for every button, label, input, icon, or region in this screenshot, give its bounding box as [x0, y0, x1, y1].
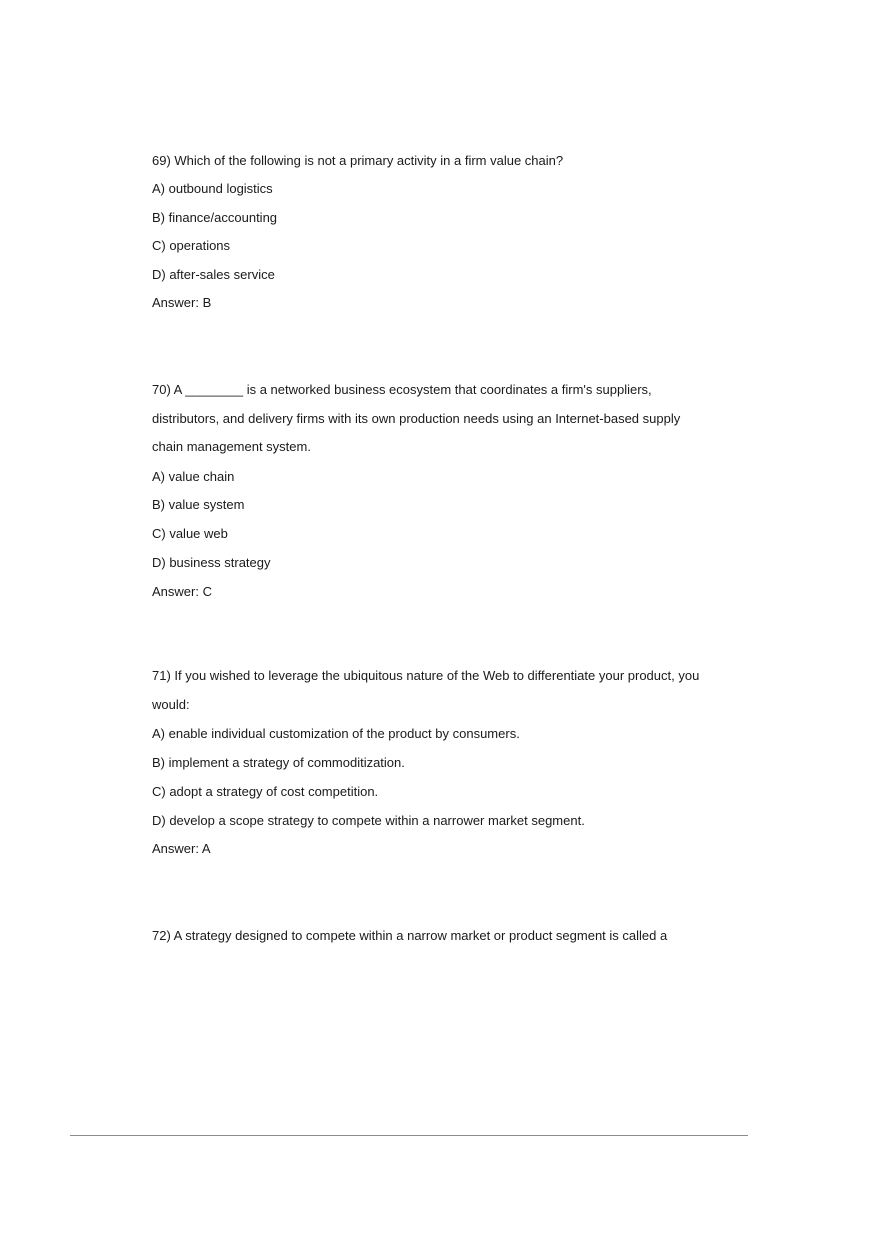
question-text: distributors, and delivery firms with its own production needs using an Internet-based supply — [152, 411, 681, 426]
question-text: chain management system. — [152, 439, 311, 454]
option-a: A) value chain — [152, 469, 235, 484]
answer: Answer: A — [152, 841, 211, 856]
option-b: B) value system — [152, 497, 245, 512]
question-text: 69) Which of the following is not a primary activity in a firm value chain? — [152, 153, 564, 168]
option-a: A) outbound logistics — [152, 181, 273, 196]
question-text: 71) If you wished to leverage the ubiquitous nature of the Web to differentiate your product, you — [152, 668, 700, 683]
option-c: C) value web — [152, 526, 228, 541]
option-b: B) finance/accounting — [152, 210, 278, 225]
option-c: C) operations — [152, 238, 231, 253]
answer: Answer: B — [152, 295, 212, 310]
question-text: would: — [152, 697, 190, 712]
answer: Answer: C — [152, 584, 212, 599]
option-d: D) after-sales service — [152, 267, 275, 282]
question-text: 72) A strategy designed to compete within a narrow market or product segment is called a — [152, 928, 668, 943]
question-text: 70) A ________ is a networked business ecosystem that coordinates a firm's suppliers, — [152, 382, 652, 397]
option-d: D) develop a scope strategy to compete within a narrower market segment. — [152, 813, 585, 828]
option-c: C) adopt a strategy of cost competition. — [152, 784, 379, 799]
option-d: D) business strategy — [152, 555, 271, 570]
option-b: B) implement a strategy of commoditization. — [152, 755, 405, 770]
option-a: A) enable individual customization of the product by consumers. — [152, 726, 520, 741]
footer-divider — [70, 1135, 748, 1136]
